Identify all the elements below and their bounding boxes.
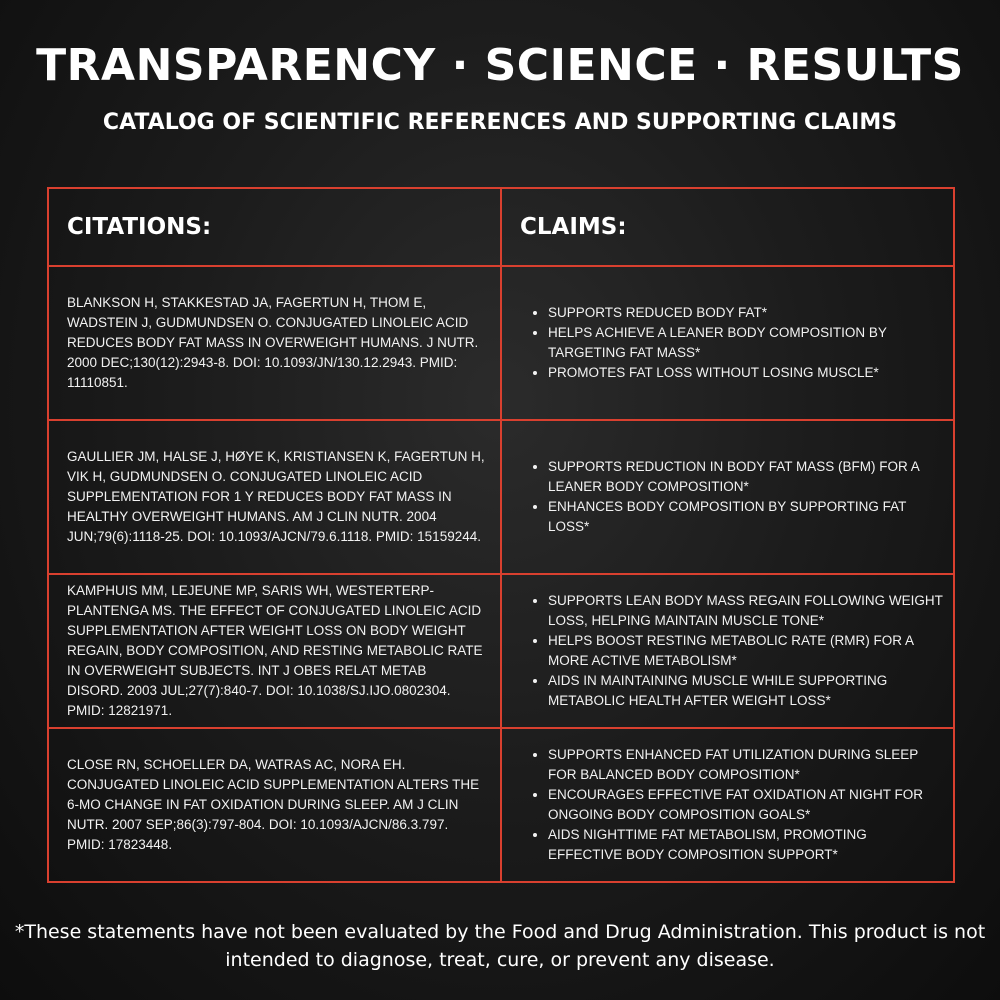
claims-cell [501,574,954,728]
citations-header: CITATIONS: [48,188,501,266]
claim-item: • SUPPORTS REDUCED BODY FAT* [548,303,943,323]
table-row [48,728,954,882]
claim-item: • ENHANCES BODY COMPOSITION BY SUPPORTING FAT LOSS* [548,497,943,537]
references-table [47,187,955,883]
claim-item: • SUPPORTS ENHANCED FAT UTILIZATION DURING SLEEP FOR BALANCED BODY COMPOSITION* [548,745,943,785]
table-row [48,266,954,420]
claim-item: • PROMOTES FAT LOSS WITHOUT LOSING MUSCLE* [548,363,943,383]
claims-list [526,303,943,383]
claims-cell [501,420,954,574]
claims-list [526,457,943,537]
claims-list [526,745,943,865]
claim-item: • ENCOURAGES EFFECTIVE FAT OXIDATION AT NIGHT FOR ONGOING BODY COMPOSITION GOALS* [548,785,943,825]
claim-item: • SUPPORTS LEAN BODY MASS REGAIN FOLLOWING WEIGHT LOSS, HELPING MAINTAIN MUSCLE TONE* [548,591,943,631]
claim-item: • SUPPORTS REDUCTION IN BODY FAT MASS (BFM) FOR A LEANER BODY COMPOSITION* [548,457,943,497]
claim-item: • HELPS BOOST RESTING METABOLIC RATE (RMR) FOR A MORE ACTIVE METABOLISM* [548,631,943,671]
page-subtitle: CATALOG OF SCIENTIFIC REFERENCES AND SUPPORTING CLAIMS [102,110,898,135]
table-row [48,420,954,574]
claims-list [526,591,943,711]
citation-cell: CLOSE RN, SCHOELLER DA, WATRAS AC, NORA EH. CONJUGATED LINOLEIC ACID SUPPLEMENTATION ALTERS THE 6-MO CHANGE IN FAT OXIDATION DURING SLEEP. AM J CLIN NUTR. 2007 SEP;86(3):797-804. DOI: 10.1093/AJCN/86.3.797. PMID: 17823448. [48,728,501,882]
citation-cell: KAMPHUIS MM, LEJEUNE MP, SARIS WH, WESTERTERP-PLANTENGA MS. THE EFFECT OF CONJUGATED LINOLEIC ACID SUPPLEMENTATION AFTER WEIGHT LOSS ON BODY WEIGHT REGAIN, BODY COMPOSITION, AND RESTING METABOLIC RATE IN OVERWEIGHT SUBJECTS. INT J OBES RELAT METAB DISORD. 2003 JUL;27(7):840-7. DOI: 10.1038/SJ.IJO.0802304. PMID: 12821971. [48,574,501,728]
citation-cell: BLANKSON H, STAKKESTAD JA, FAGERTUN H, THOM E, WADSTEIN J, GUDMUNDSEN O. CONJUGATED LINOLEIC ACID REDUCES BODY FAT MASS IN OVERWEIGHT HUMANS. J NUTR. 2000 DEC;130(12):2943-8. DOI: 10.1093/JN/130.12.2943. PMID: 11110851. [48,266,501,420]
claim-item: • AIDS NIGHTTIME FAT METABOLISM, PROMOTING EFFECTIVE BODY COMPOSITION SUPPORT* [548,825,943,865]
claims-cell [501,266,954,420]
page-title: TRANSPARENCY · SCIENCE · RESULTS [36,40,964,91]
fda-disclaimer: *These statements have not been evaluated by the Food and Drug Administration. This product is not intended to diagnose, treat, cure, or prevent any disease. [14,921,986,971]
claim-item: • HELPS ACHIEVE A LEANER BODY COMPOSITION BY TARGETING FAT MASS* [548,323,943,363]
table-header-row [48,188,954,266]
table-row [48,574,954,728]
claims-header: CLAIMS: [501,188,954,266]
claim-item: • AIDS IN MAINTAINING MUSCLE WHILE SUPPORTING METABOLIC HEALTH AFTER WEIGHT LOSS* [548,671,943,711]
claims-cell [501,728,954,882]
citation-cell: GAULLIER JM, HALSE J, HØYE K, KRISTIANSEN K, FAGERTUN H, VIK H, GUDMUNDSEN O. CONJUGATED LINOLEIC ACID SUPPLEMENTATION FOR 1 Y REDUCES BODY FAT MASS IN HEALTHY OVERWEIGHT HUMANS. AM J CLIN NUTR. 2004 JUN;79(6):1118-25. DOI: 10.1093/AJCN/79.6.1118. PMID: 15159244. [48,420,501,574]
